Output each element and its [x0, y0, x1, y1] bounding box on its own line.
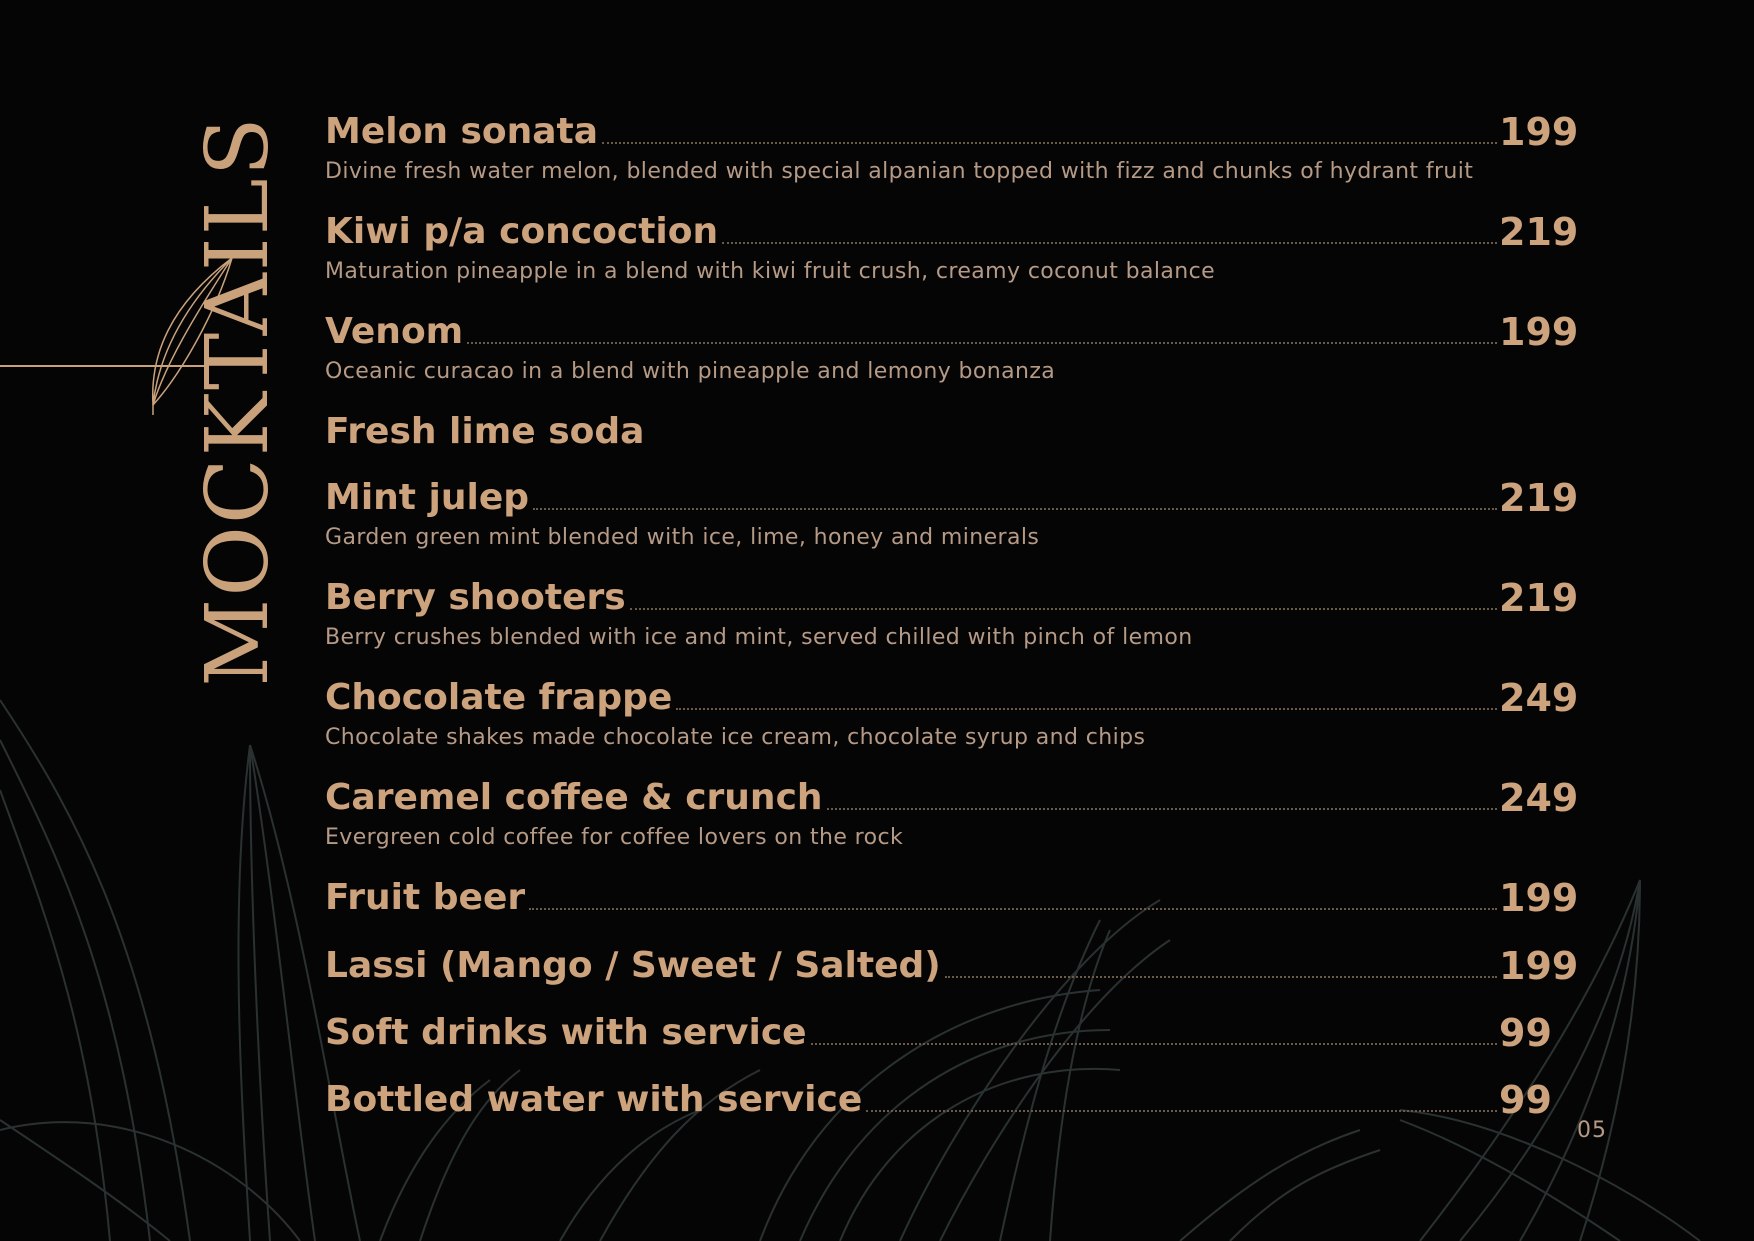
- menu-item-row: [325, 106, 1579, 154]
- menu-item-price: 199: [1499, 310, 1579, 354]
- menu-item-row: [325, 572, 1579, 620]
- page-number: 05: [1577, 1118, 1607, 1143]
- menu-item-row: [325, 1007, 1579, 1055]
- menu-item-name: Soft drinks with service: [325, 1012, 807, 1053]
- menu-item-name: Fruit beer: [325, 877, 526, 918]
- menu-item-price: 99: [1499, 1011, 1552, 1055]
- menu-item-price: 199: [1499, 944, 1579, 988]
- menu-item-row: [325, 306, 1579, 354]
- menu-item-description: Garden green mint blended with ice, lime, honey and minerals: [325, 525, 1040, 550]
- dotted-leader: [630, 608, 1497, 610]
- dotted-leader: [811, 1043, 1497, 1045]
- dotted-leader: [533, 508, 1497, 510]
- menu-item-row: [325, 472, 1579, 520]
- dotted-leader: [467, 342, 1497, 344]
- menu-item-name: Caremel coffee & crunch: [325, 777, 823, 818]
- menu-item-description: Oceanic curacao in a blend with pineapple and lemony bonanza: [325, 359, 1056, 384]
- menu-item-price: 219: [1499, 210, 1579, 254]
- menu-item-row: [325, 1074, 1579, 1122]
- menu-item-row: [325, 206, 1579, 254]
- section-title: MOCKTAILS: [188, 115, 288, 687]
- menu-item-name: Melon sonata: [325, 111, 599, 152]
- dotted-leader: [866, 1110, 1497, 1112]
- menu-item-price: 199: [1499, 876, 1579, 920]
- menu-item-price: 219: [1499, 476, 1579, 520]
- menu-item-row: [325, 940, 1579, 988]
- dotted-leader: [602, 142, 1497, 144]
- dotted-leader: [676, 708, 1497, 710]
- menu-item-name: Fresh lime soda: [325, 411, 645, 452]
- menu-item-name: Bottled water with service: [325, 1079, 863, 1120]
- menu-item-price: 219: [1499, 576, 1579, 620]
- menu-item-name: Kiwi p/a concoction: [325, 211, 719, 252]
- menu-item-name: Berry shooters: [325, 577, 626, 618]
- dotted-leader: [827, 808, 1497, 810]
- menu-item-name: Venom: [325, 311, 464, 352]
- menu-item-row: [325, 872, 1579, 920]
- menu-item-row: [325, 772, 1579, 820]
- menu-item-description: Divine fresh water melon, blended with special alpanian topped with fizz and chunks of hydrant fruit: [325, 159, 1474, 184]
- dotted-leader: [945, 976, 1497, 978]
- menu-item-description: Chocolate shakes made chocolate ice cream, chocolate syrup and chips: [325, 725, 1146, 750]
- menu-item-description: Berry crushes blended with ice and mint, served chilled with pinch of lemon: [325, 625, 1193, 650]
- dotted-leader: [529, 908, 1497, 910]
- menu-item-price: 99: [1499, 1078, 1552, 1122]
- menu-item-name: Chocolate frappe: [325, 677, 673, 718]
- menu-item-description: Maturation pineapple in a blend with kiwi fruit crush, creamy coconut balance: [325, 259, 1216, 284]
- menu-item-price: 199: [1499, 110, 1579, 154]
- menu-item-row: [325, 406, 1579, 454]
- menu-item-description: Evergreen cold coffee for coffee lovers on the rock: [325, 825, 904, 850]
- menu-item-row: [325, 672, 1579, 720]
- menu-item-name: Lassi (Mango / Sweet / Salted): [325, 945, 941, 986]
- menu-item-name: Mint julep: [325, 477, 530, 518]
- menu-item-price: 249: [1499, 676, 1579, 720]
- dotted-leader: [722, 242, 1497, 244]
- menu-item-price: 249: [1499, 776, 1579, 820]
